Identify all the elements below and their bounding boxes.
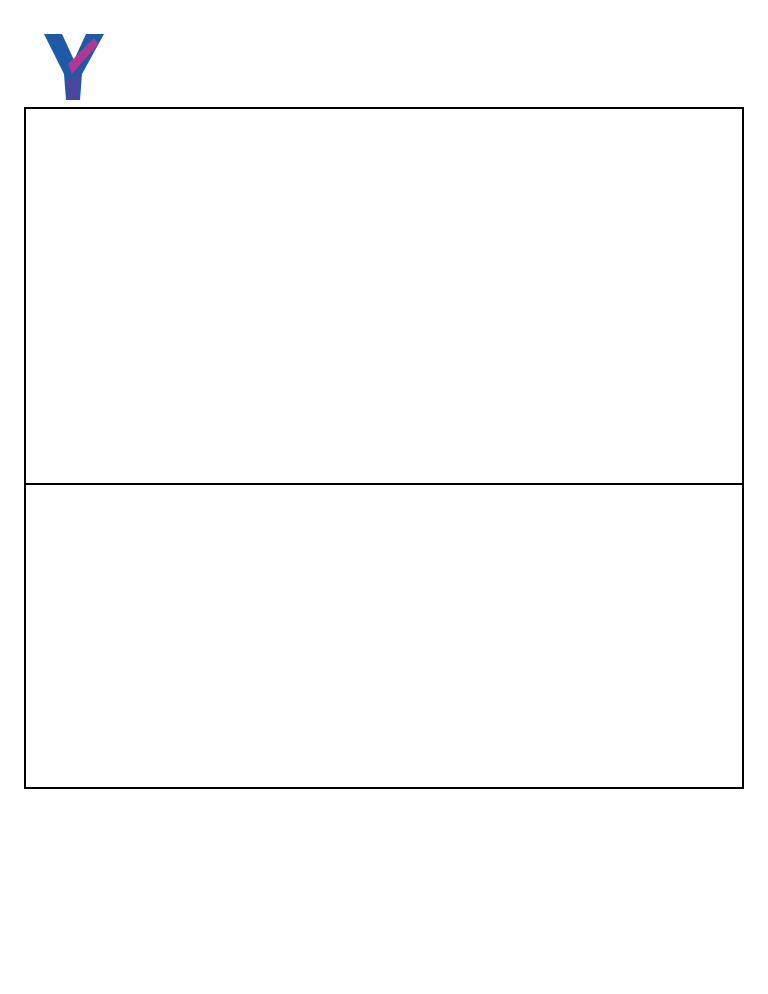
- weekday-section: [26, 109, 742, 483]
- page-header: [0, 0, 768, 106]
- weekend-section: [26, 483, 742, 789]
- ymca-y-icon: [22, 34, 112, 100]
- page-title: [270, 62, 500, 64]
- schedule-table: [24, 107, 744, 789]
- ymca-logo: [22, 34, 112, 100]
- notes-section: [26, 806, 742, 814]
